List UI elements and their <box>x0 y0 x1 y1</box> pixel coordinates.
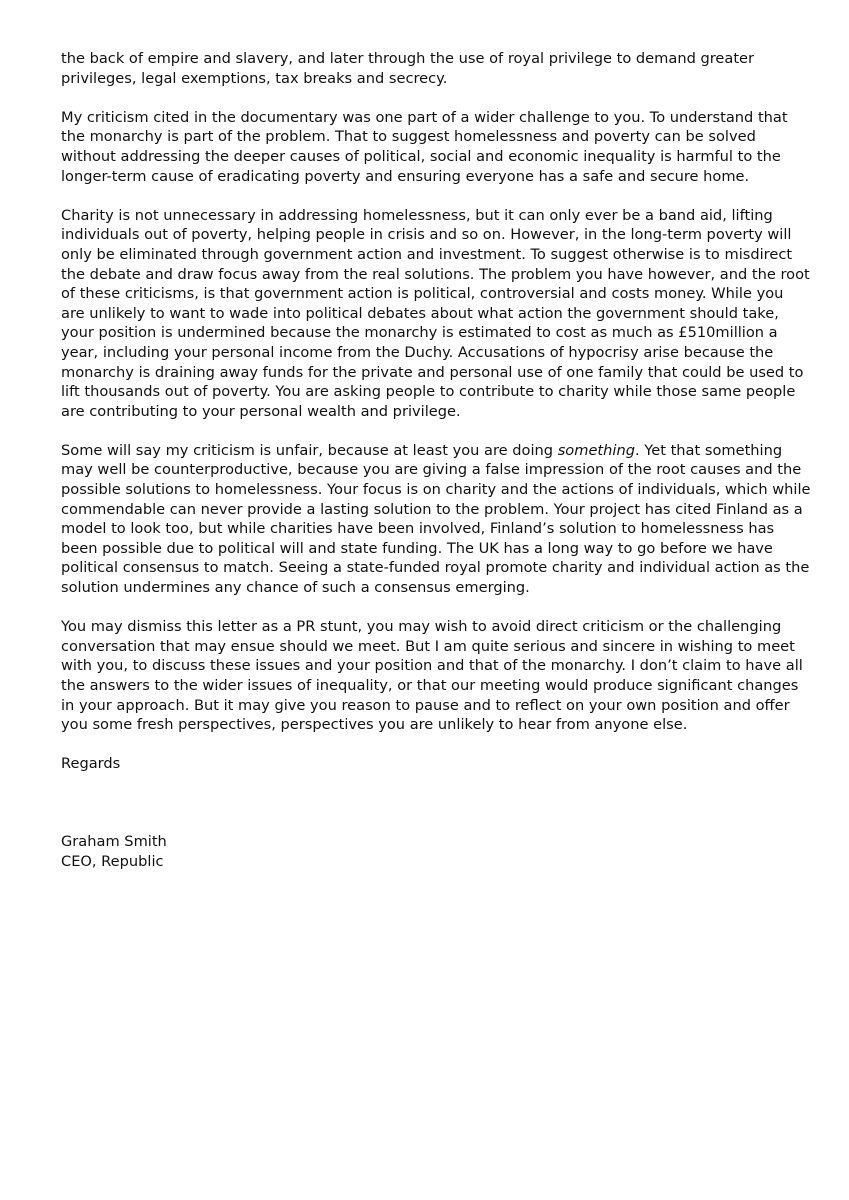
signature-block <box>61 832 811 871</box>
paragraph-4 <box>61 441 811 598</box>
paragraph-4-after: . Yet that something may well be counterproductive, because you are giving a false impression of the root causes and the possible solutions to homelessness. Your focus is on charity and the actions of individuals, which while commendable can never provide a lasting solution to the problem. Your project has cited Finland as a model to look too, but while charities have been involved, Finland’s solution to homelessness has been possible due to political will and state funding. The UK has a long way to go before we have political consensus to match. Seeing a state-funded royal promote charity and individual action as the solution undermines any chance of such a consensus emerging. <box>61 441 811 597</box>
paragraph-2: My criticism cited in the documentary was one part of a wider challenge to you. To understand that the monarchy is part of the problem. That to suggest homelessness and poverty can be solved without addressing the deeper causes of political, social and economic inequality is harmful to the longer-term cause of eradicating poverty and ensuring everyone has a safe and secure home. <box>61 108 788 185</box>
paragraph-4-emphasis: something <box>557 441 635 459</box>
closing-regards: Regards <box>61 755 121 773</box>
paragraph-1: the back of empire and slavery, and later through the use of royal privilege to demand greater privileges, legal exemptions, tax breaks and secrecy. <box>61 50 755 87</box>
letter-page <box>61 49 811 871</box>
signatory-name: Graham Smith <box>61 832 167 850</box>
paragraph-4-before: Some will say my criticism is unfair, because at least you are doing <box>61 441 558 459</box>
signatory-title: CEO, Republic <box>61 852 164 870</box>
paragraph-5: You may dismiss this letter as a PR stunt, you may wish to avoid direct criticism or the challenging conversation that may ensue should we meet. But I am quite serious and sincere in wishing to meet with you, to discuss these issues and your position and that of the monarchy. I don’t claim to have all the answers to the wider issues of inequality, or that our meeting would produce significant changes in your approach. But it may give you reason to pause and to reflect on your own position and offer you some fresh perspectives, perspectives you are unlikely to hear from anyone else. <box>61 618 803 734</box>
paragraph-3: Charity is not unnecessary in addressing homelessness, but it can only ever be a band aid, lifting individuals out of poverty, helping people in crisis and so on. However, in the long-term poverty will only be eliminated through government action and investment. To suggest otherwise is to misdirect the debate and draw focus away from the real solutions. The problem you have however, and the root of these criticisms, is that government action is political, controversial and costs money. While you are unlikely to want to wade into political debates about what action the government should take, your position is undermined because the monarchy is estimated to cost as much as £510million a year, including your personal income from the Duchy. Accusations of hypocrisy arise because the monarchy is draining away funds for the private and personal use of one family that could be used to lift thousands out of poverty. You are asking people to contribute to charity while those same people are contributing to your personal wealth and privilege. <box>61 206 810 420</box>
